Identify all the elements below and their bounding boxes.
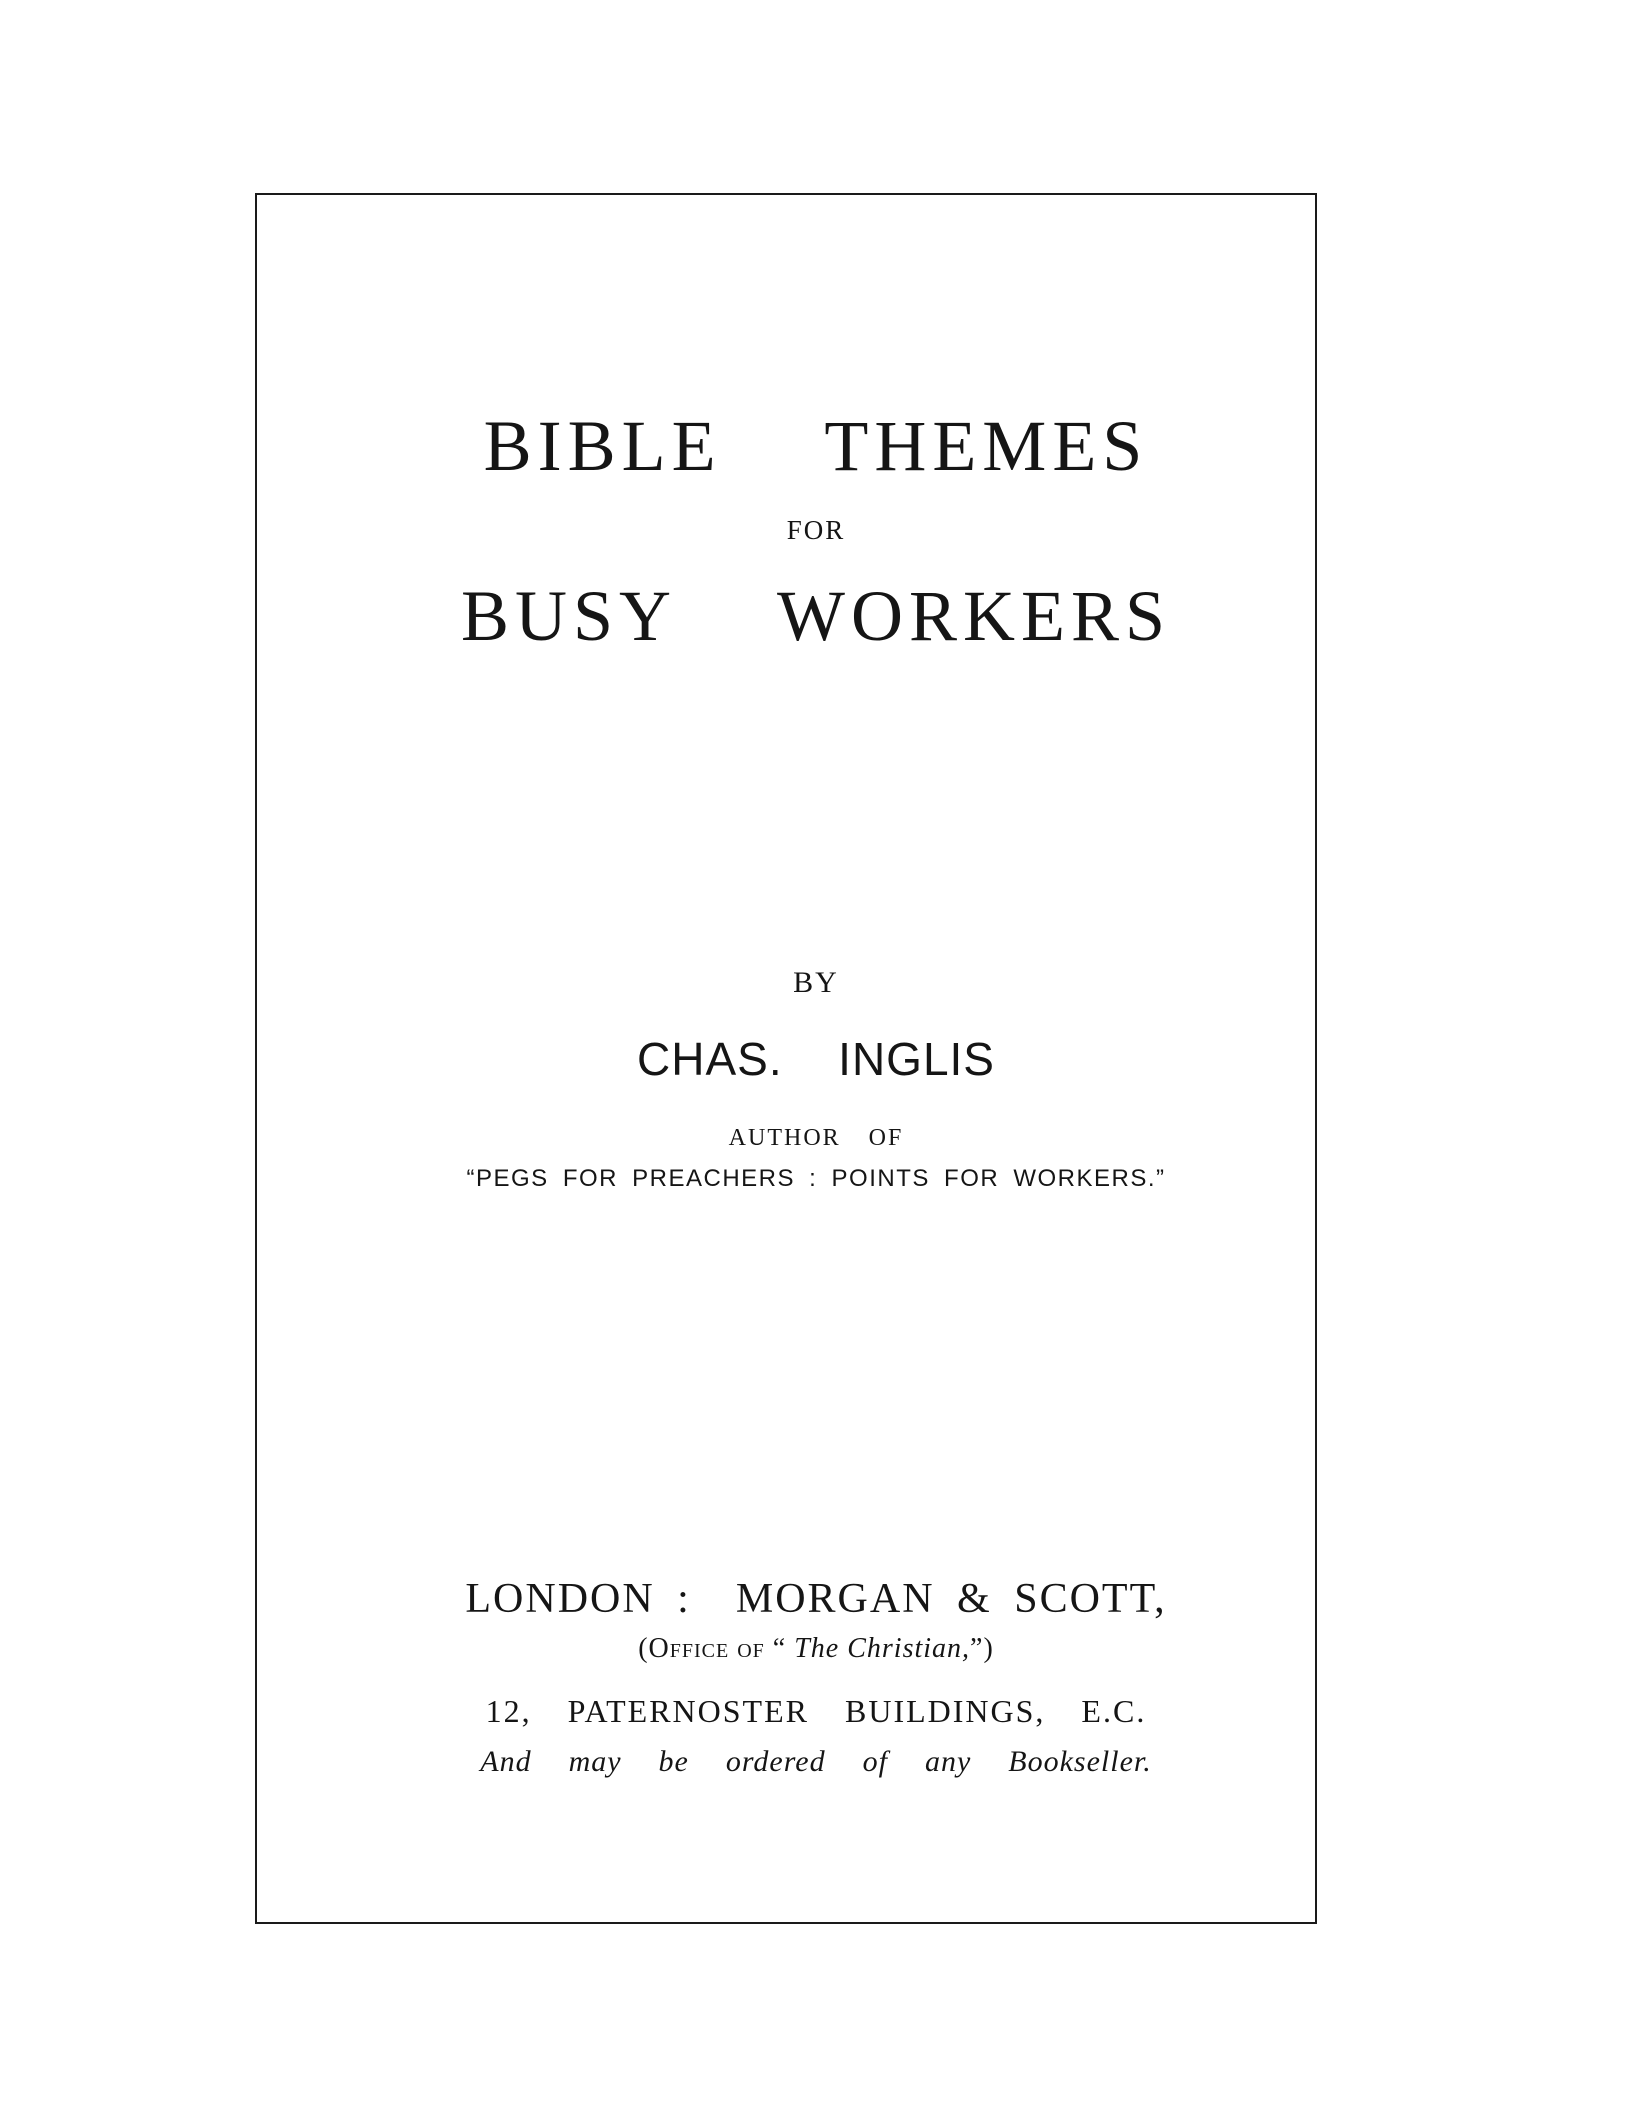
office-open-paren: ( [638,1633,649,1664]
order-note: And may be ordered of any Bookseller. [480,1745,1152,1778]
author-of-label: AUTHOR OF [728,1125,904,1151]
office-paper-name: The Christian, [794,1633,971,1664]
address-line: 12, PATERNOSTER BUILDINGS, E.C. [485,1693,1147,1729]
office-line [0,1633,1632,1665]
previous-works: “PEGS FOR PREACHERS : POINTS FOR WORKERS.” [466,1165,1166,1192]
title-line-1: BIBLE THEMES [483,406,1149,486]
office-quote-open: “ [764,1633,795,1664]
title-line-2: BUSY WORKERS [460,576,1172,656]
publisher-line: LONDON : MORGAN & SCOTT, [465,1576,1167,1622]
title-connector: FOR [786,515,846,545]
office-label: Office of [648,1633,765,1664]
byline-by: BY [793,966,839,999]
author-name: CHAS. INGLIS [637,1033,995,1085]
office-close: ”) [970,1633,994,1664]
